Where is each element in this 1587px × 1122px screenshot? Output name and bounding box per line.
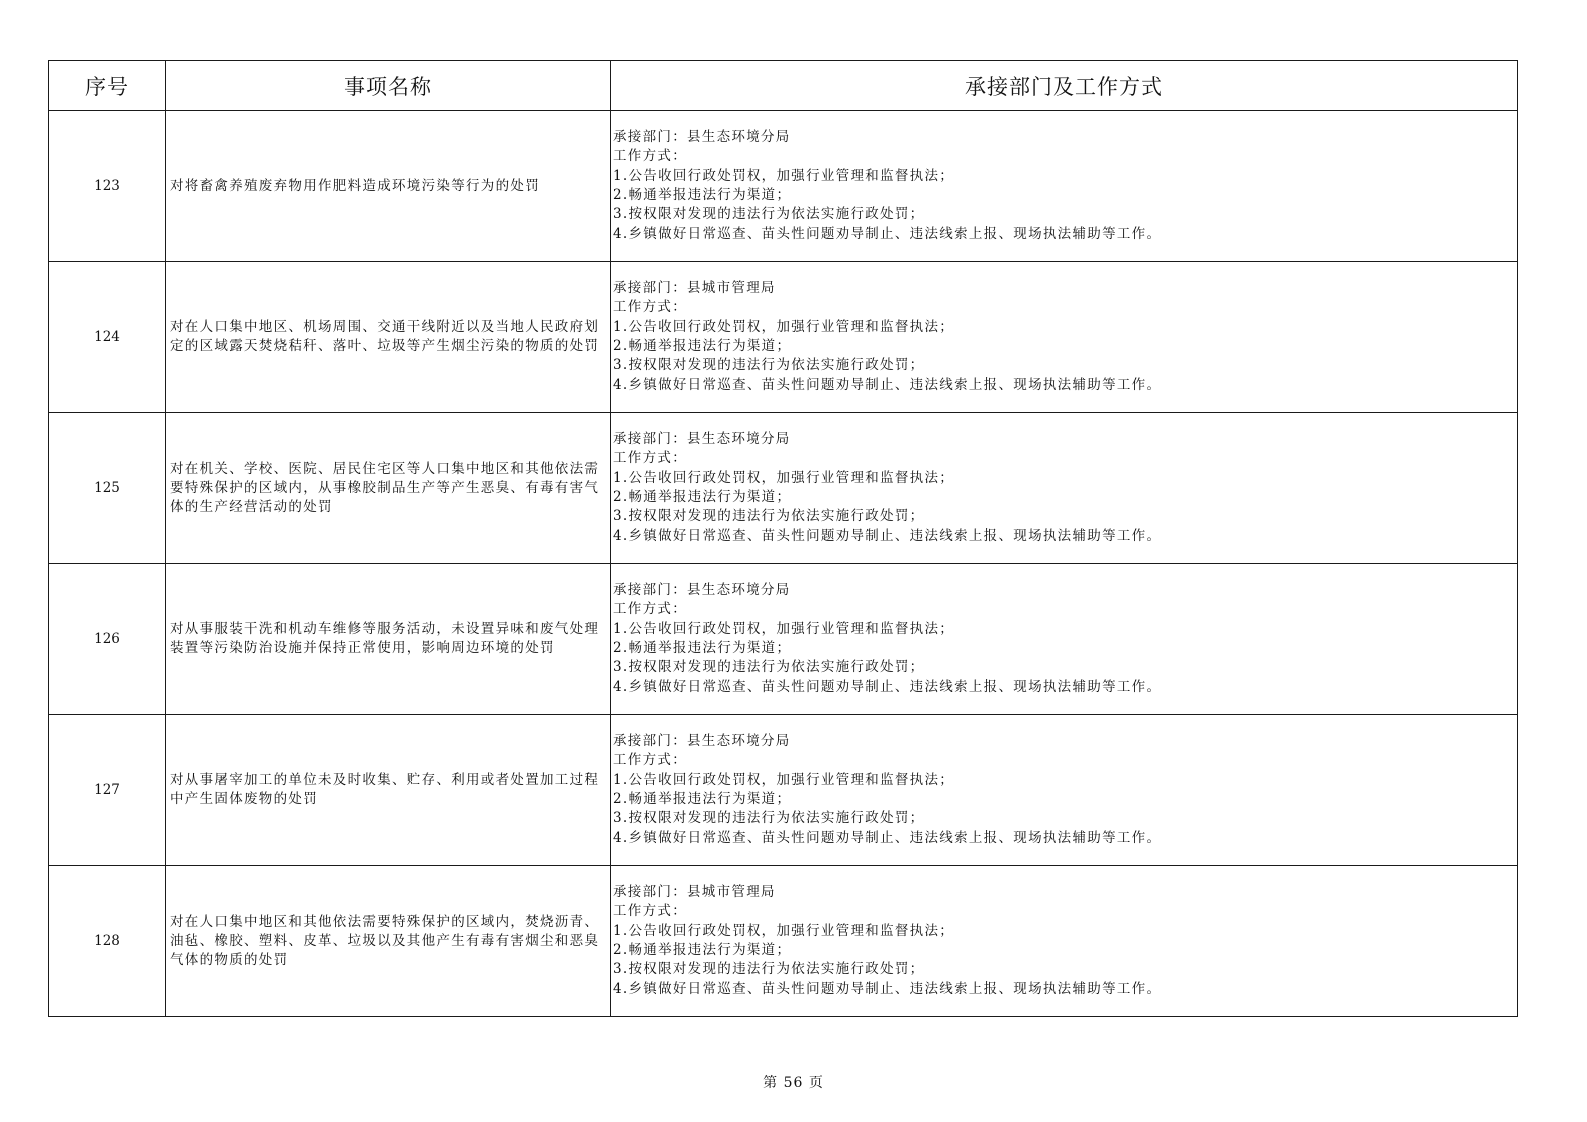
method-step-2: 2.畅通举报违法行为渠道； <box>613 187 792 203</box>
department-line: 承接部门：县城市管理局 <box>613 884 776 901</box>
method-step-4: 4.乡镇做好日常巡查、苗头性问题劝导制止、违法线索上报、现场执法辅助等工作。 <box>613 829 1162 846</box>
table-row <box>49 564 1518 715</box>
method-step-1: 1.公告收回行政处罚权，加强行业管理和监督执法； <box>613 922 955 939</box>
matter-name: 对在人口集中地区、机场周围、交通干线附近以及当地人民政府划定的区域露天焚烧秸秆、落叶、垃圾等产生烟尘污染的物质的处罚 <box>166 262 611 413</box>
serial-number: 128 <box>49 866 166 1017</box>
method-step-3: 3.按权限对发现的违法行为依法实施行政处罚； <box>613 961 925 978</box>
table-header <box>49 61 1518 111</box>
method-step-1: 1.公告收回行政处罚权，加强行业管理和监督执法； <box>613 167 955 184</box>
method-step-4: 4.乡镇做好日常巡查、苗头性问题劝导制止、违法线索上报、现场执法辅助等工作。 <box>613 527 1162 544</box>
table-row <box>49 715 1518 866</box>
matter-name: 对将畜禽养殖废弃物用作肥料造成环境污染等行为的处罚 <box>166 111 611 262</box>
method-step-4: 4.乡镇做好日常巡查、苗头性问题劝导制止、违法线索上报、现场执法辅助等工作。 <box>613 980 1162 997</box>
serial-number: 126 <box>49 564 166 715</box>
table-row <box>49 413 1518 564</box>
method-step-3: 3.按权限对发现的违法行为依法实施行政处罚； <box>613 659 925 676</box>
department-method <box>611 866 1518 1017</box>
method-step-1: 1.公告收回行政处罚权，加强行业管理和监督执法； <box>613 620 955 637</box>
header-department-method: 承接部门及工作方式 <box>611 61 1518 111</box>
table-body <box>49 111 1518 1017</box>
department-line: 承接部门：县生态环境分局 <box>613 129 791 146</box>
header-serial-number: 序号 <box>49 61 166 111</box>
serial-number: 123 <box>49 111 166 262</box>
department-method <box>611 111 1518 262</box>
department-method <box>611 413 1518 564</box>
method-step-4: 4.乡镇做好日常巡查、苗头性问题劝导制止、违法线索上报、现场执法辅助等工作。 <box>613 678 1162 695</box>
method-heading: 工作方式： <box>613 299 687 316</box>
method-step-2: 2.畅通举报违法行为渠道； <box>613 338 792 354</box>
method-step-2: 2.畅通举报违法行为渠道； <box>613 489 792 505</box>
method-step-2: 2.畅通举报违法行为渠道； <box>613 640 792 656</box>
method-step-1: 1.公告收回行政处罚权，加强行业管理和监督执法； <box>613 318 955 335</box>
matter-name: 对从事屠宰加工的单位未及时收集、贮存、利用或者处置加工过程中产生固体废物的处罚 <box>166 715 611 866</box>
method-step-2: 2.畅通举报违法行为渠道； <box>613 942 792 958</box>
method-step-4: 4.乡镇做好日常巡查、苗头性问题劝导制止、违法线索上报、现场执法辅助等工作。 <box>613 376 1162 393</box>
table-row <box>49 262 1518 413</box>
table-row <box>49 111 1518 262</box>
table-row <box>49 866 1518 1017</box>
method-heading: 工作方式： <box>613 601 687 618</box>
department-line: 承接部门：县生态环境分局 <box>613 431 791 448</box>
department-line: 承接部门：县生态环境分局 <box>613 582 791 599</box>
method-heading: 工作方式： <box>613 148 687 165</box>
method-step-3: 3.按权限对发现的违法行为依法实施行政处罚； <box>613 357 925 374</box>
method-heading: 工作方式： <box>613 903 687 920</box>
department-line: 承接部门：县生态环境分局 <box>613 733 791 750</box>
department-method <box>611 715 1518 866</box>
header-matter-name: 事项名称 <box>166 61 611 111</box>
method-step-4: 4.乡镇做好日常巡查、苗头性问题劝导制止、违法线索上报、现场执法辅助等工作。 <box>613 225 1162 242</box>
department-method <box>611 262 1518 413</box>
matter-name: 对从事服装干洗和机动车维修等服务活动，未设置异味和废气处理装置等污染防治设施并保持正常使用，影响周边环境的处罚 <box>166 564 611 715</box>
method-step-3: 3.按权限对发现的违法行为依法实施行政处罚； <box>613 810 925 827</box>
method-step-1: 1.公告收回行政处罚权，加强行业管理和监督执法； <box>613 469 955 486</box>
page-number: 第 56 页 <box>763 1075 824 1091</box>
serial-number: 124 <box>49 262 166 413</box>
serial-number: 127 <box>49 715 166 866</box>
matters-table <box>48 60 1518 1017</box>
department-line: 承接部门：县城市管理局 <box>613 280 776 297</box>
method-heading: 工作方式： <box>613 752 687 769</box>
method-step-3: 3.按权限对发现的违法行为依法实施行政处罚； <box>613 508 925 525</box>
method-step-3: 3.按权限对发现的违法行为依法实施行政处罚； <box>613 206 925 223</box>
matter-name: 对在机关、学校、医院、居民住宅区等人口集中地区和其他依法需要特殊保护的区域内，从事橡胶制品生产等产生恶臭、有毒有害气体的生产经营活动的处罚 <box>166 413 611 564</box>
method-heading: 工作方式： <box>613 450 687 467</box>
header-row <box>49 61 1518 111</box>
serial-number: 125 <box>49 413 166 564</box>
department-method <box>611 564 1518 715</box>
method-step-2: 2.畅通举报违法行为渠道； <box>613 791 792 807</box>
method-step-1: 1.公告收回行政处罚权，加强行业管理和监督执法； <box>613 771 955 788</box>
matter-name: 对在人口集中地区和其他依法需要特殊保护的区域内，焚烧沥青、油毡、橡胶、塑料、皮革、垃圾以及其他产生有毒有害烟尘和恶臭气体的物质的处罚 <box>166 866 611 1017</box>
